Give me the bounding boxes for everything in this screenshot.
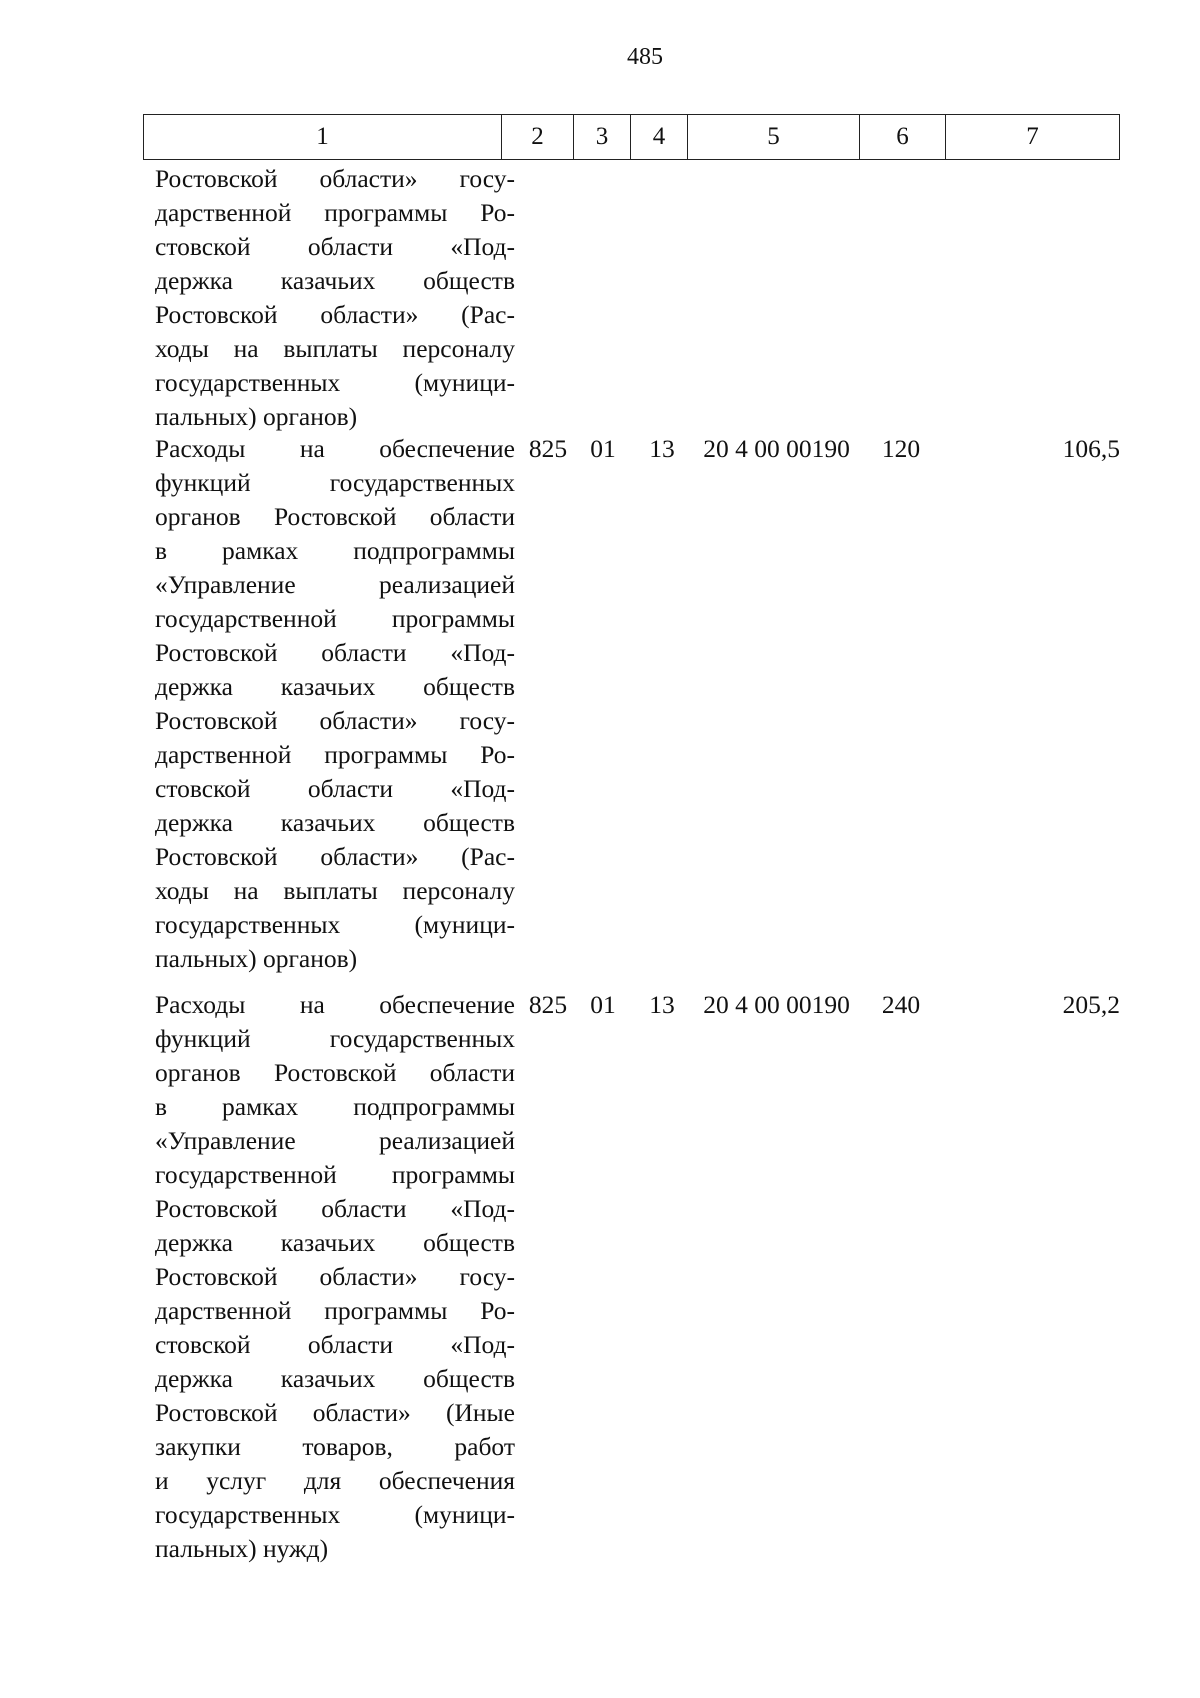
column-header-2: 2	[502, 115, 574, 160]
description-line: дарственной программы Ро-	[155, 1296, 515, 1325]
description-line: государственной программы	[155, 1160, 515, 1189]
description-line: в рамках подпрограммы	[155, 536, 515, 565]
ministry-code-cell: 825	[528, 434, 568, 463]
description-line: Ростовской области» (Рас-	[155, 300, 515, 329]
description-line: держка казачьих обществ	[155, 808, 515, 837]
description-line: ходы на выплаты персоналу	[155, 334, 515, 363]
description-line: Ростовской области «Под-	[155, 1194, 515, 1223]
description-line: государственных (муници-	[155, 1500, 515, 1529]
section-code-cell: 01	[590, 990, 616, 1019]
description-line: Расходы на обеспечение	[155, 990, 515, 1019]
subsection-code-cell: 13	[649, 434, 675, 463]
description-line: «Управление реализацией	[155, 1126, 515, 1155]
column-header-1: 1	[144, 115, 502, 160]
description-line: и услуг для обеспечения	[155, 1466, 515, 1495]
description-line: Расходы на обеспечение	[155, 434, 515, 463]
section-code-cell: 01	[590, 434, 616, 463]
target-article-cell: 20 4 00 00190	[703, 434, 850, 463]
target-article-cell: 20 4 00 00190	[703, 990, 850, 1019]
description-line: стовской области «Под-	[155, 232, 515, 261]
description-line: держка казачьих обществ	[155, 1228, 515, 1257]
description-line: органов Ростовской области	[155, 502, 515, 531]
description-line: в рамках подпрограммы	[155, 1092, 515, 1121]
description-line: Ростовской области» (Иные	[155, 1398, 515, 1427]
description-line: пальных) нужд)	[155, 1534, 329, 1563]
column-header-3: 3	[574, 115, 631, 160]
description-line: государственных (муници-	[155, 368, 515, 397]
column-header-row	[144, 115, 1120, 160]
amount-cell: 205,2	[1062, 990, 1120, 1019]
description-line: функций государственных	[155, 1024, 515, 1053]
row-description	[155, 988, 515, 1566]
description-line: Ростовской области» госу-	[155, 706, 515, 735]
description-line: Ростовской области «Под-	[155, 638, 515, 667]
column-header-4: 4	[631, 115, 688, 160]
ministry-code-cell: 825	[528, 990, 568, 1019]
description-line: ходы на выплаты персоналу	[155, 876, 515, 905]
description-line: пальных) органов)	[155, 402, 358, 431]
subsection-code-cell: 13	[649, 990, 675, 1019]
description-line: органов Ростовской области	[155, 1058, 515, 1087]
description-line: Ростовской области» (Рас-	[155, 842, 515, 871]
column-header-5: 5	[688, 115, 860, 160]
description-line: государственной программы	[155, 604, 515, 633]
description-line: Ростовской области» госу-	[155, 164, 515, 193]
column-header-table	[143, 114, 1120, 160]
description-line: держка казачьих обществ	[155, 1364, 515, 1393]
description-line: закупки товаров, работ	[155, 1432, 515, 1461]
description-line: дарственной программы Ро-	[155, 740, 515, 769]
description-line: функций государственных	[155, 468, 515, 497]
expense-type-cell: 120	[881, 434, 921, 463]
row-description	[155, 162, 515, 434]
description-line: стовской области «Под-	[155, 774, 515, 803]
description-line: Ростовской области» госу-	[155, 1262, 515, 1291]
amount-cell: 106,5	[1062, 434, 1120, 463]
description-line: держка казачьих обществ	[155, 266, 515, 295]
column-header-7: 7	[946, 115, 1120, 160]
description-line: государственных (муници-	[155, 910, 515, 939]
description-line: «Управление реализацией	[155, 570, 515, 599]
description-line: стовской области «Под-	[155, 1330, 515, 1359]
expense-type-cell: 240	[881, 990, 921, 1019]
page-number: 485	[627, 44, 663, 70]
description-line: дарственной программы Ро-	[155, 198, 515, 227]
description-line: пальных) органов)	[155, 944, 358, 973]
row-description	[155, 432, 515, 976]
column-header-6: 6	[860, 115, 946, 160]
description-line: держка казачьих обществ	[155, 672, 515, 701]
